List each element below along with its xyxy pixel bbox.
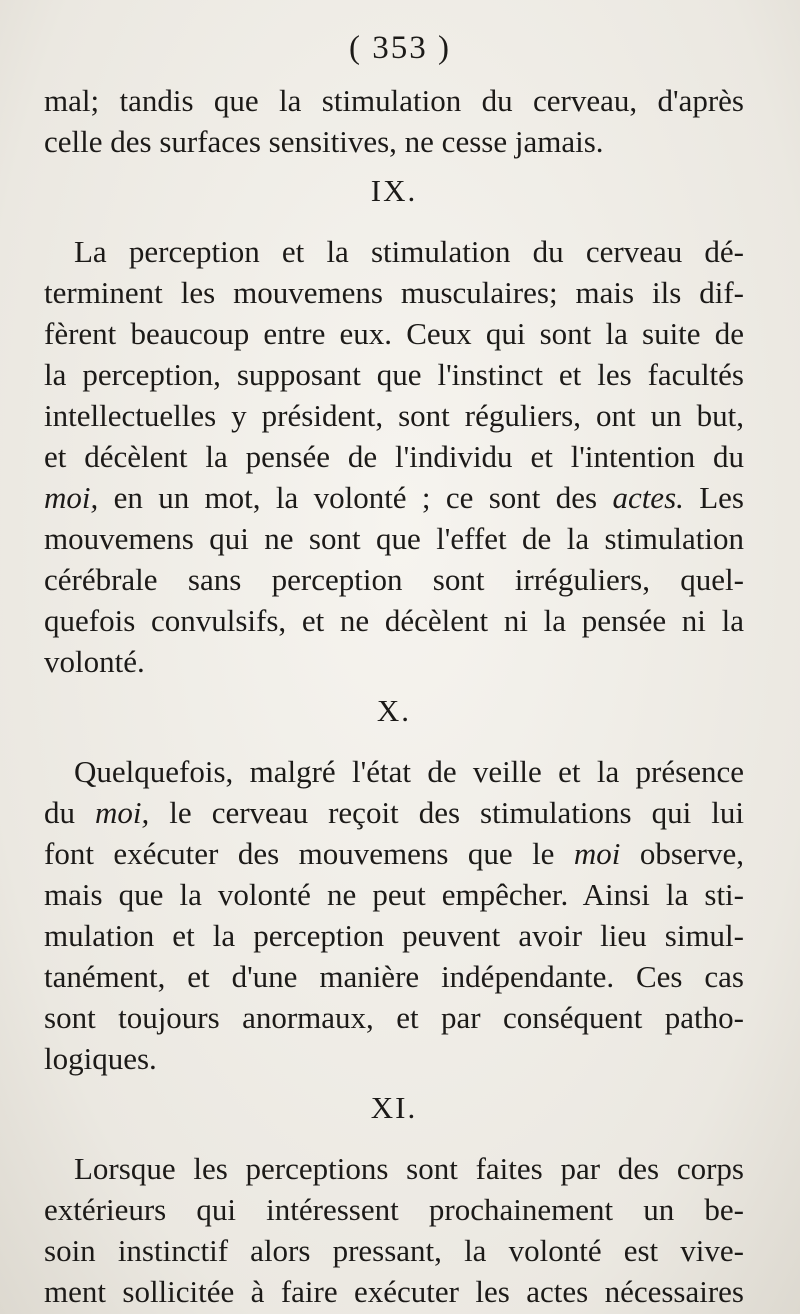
text-line: mouvemens qui ne sont que l'effet de la stimulation	[44, 521, 744, 556]
italic-word: moi,	[44, 480, 99, 515]
text-line: logiques.	[44, 1041, 157, 1076]
page-text	[44, 80, 744, 1312]
text-line: terminent les mouvemens musculaires; mais ils dif-	[44, 275, 744, 310]
paragraph	[44, 231, 744, 682]
text-line: Quelquefois, malgré l'état de veille et la présence	[74, 754, 744, 789]
text-line: font exécuter des mouvemens que le moi observe,	[44, 836, 744, 871]
text-line: quefois convulsifs, et ne décèlent ni la pensée ni la	[44, 603, 744, 638]
text-line: fèrent beaucoup entre eux. Ceux qui sont la suite de	[44, 316, 744, 351]
text-line: Lorsque les perceptions sont faites par des corps	[74, 1151, 744, 1186]
text-line: mal; tandis que la stimulation du cerveau, d'après	[44, 83, 744, 118]
italic-word: moi,	[95, 795, 150, 830]
paragraph	[44, 80, 744, 162]
paragraph	[44, 1148, 744, 1312]
text-line: ment sollicitée à faire exécuter les actes nécessaires	[44, 1274, 744, 1309]
italic-word: actes.	[612, 480, 684, 515]
paragraph	[44, 751, 744, 1079]
italic-word: moi	[573, 836, 621, 871]
text-line: tanément, et d'une manière indépendante. Ces cas	[44, 959, 744, 994]
text-line: moi, en un mot, la volonté ; ce sont des actes. Les	[44, 480, 744, 515]
text-line: intellectuelles y président, sont réguliers, ont un but,	[44, 398, 744, 433]
text-line: et décèlent la pensée de l'individu et l'intention du	[44, 439, 744, 474]
page-number: ( 353 )	[349, 30, 451, 66]
section-heading-x: X.	[376, 693, 412, 728]
text-line: mais que la volonté ne peut empêcher. Ainsi la sti-	[44, 877, 744, 912]
text-line: la perception, supposant que l'instinct et les facultés	[44, 357, 744, 392]
text-line: volonté.	[44, 644, 145, 679]
text-line: cérébrale sans perception sont irréguliers, quel-	[44, 562, 744, 597]
section-heading-ix: IX.	[370, 173, 418, 208]
text-line: celle des surfaces sensitives, ne cesse jamais.	[44, 124, 604, 159]
section-heading-xi: XI.	[370, 1090, 418, 1125]
text-line: du moi, le cerveau reçoit des stimulations qui lui	[44, 795, 744, 830]
text-line: mulation et la perception peuvent avoir lieu simul-	[44, 918, 744, 953]
text-line: sont toujours anormaux, et par conséquent patho-	[44, 1000, 744, 1035]
text-line: La perception et la stimulation du cerveau dé-	[74, 234, 744, 269]
text-line: extérieurs qui intéressent prochainement un be-	[44, 1192, 744, 1227]
text-line: soin instinctif alors pressant, la volonté est vive-	[44, 1233, 744, 1268]
